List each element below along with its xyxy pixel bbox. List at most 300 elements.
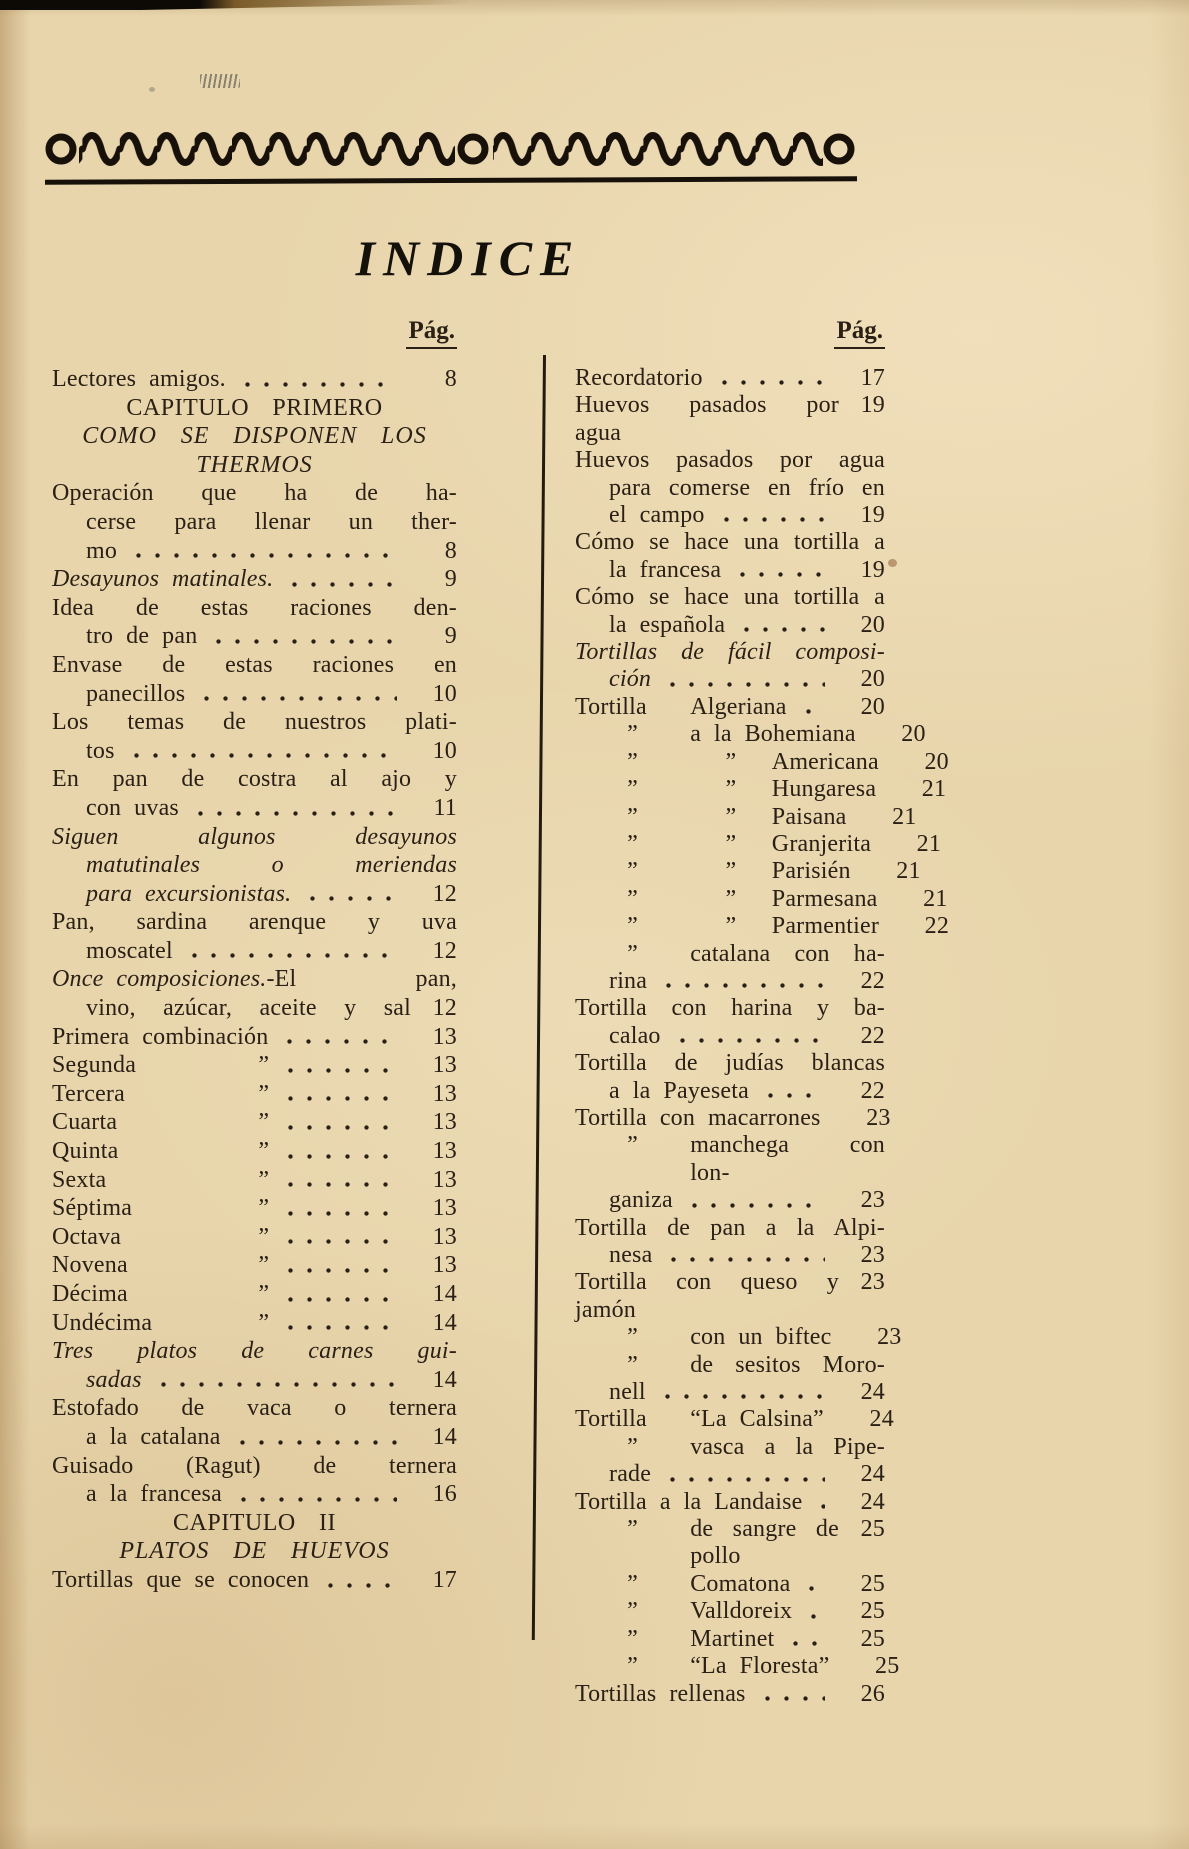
entry-text: Los temas de nuestros plati- (52, 709, 457, 736)
page-number: 14 (432, 1423, 457, 1450)
index-entry-line (575, 447, 885, 474)
page-number: 20 (901, 721, 926, 748)
page-number: 23 (860, 1187, 885, 1214)
index-entry-line (52, 1080, 457, 1109)
dot-leader (183, 937, 397, 966)
index-entry-line (52, 937, 457, 966)
index-entry-line (52, 908, 457, 937)
ditto-mark: ” (627, 1653, 639, 1680)
index-entry-line (52, 1566, 457, 1595)
index-entry-line (575, 1379, 885, 1406)
entry-text: Envase de estas raciones en (52, 651, 457, 678)
entry-text: Paisana (771, 803, 847, 830)
page-number: 19 (860, 556, 885, 583)
ditto-mark: ” (627, 1625, 639, 1652)
index-entry-line (575, 748, 949, 776)
index-entry-line (52, 479, 457, 508)
index-entry-line (575, 1050, 885, 1077)
ditto-mark: ” (725, 913, 737, 940)
index-entry-line (575, 392, 885, 447)
dot-leader (283, 565, 397, 594)
entry-text: Décima (52, 1281, 128, 1307)
ditto-mark: ” (258, 1080, 270, 1107)
entry-text: Parmentier (771, 913, 880, 940)
entry-text: Lectores amigos. (52, 366, 226, 392)
entry-text: catalana con ha- (690, 940, 885, 967)
index-entry-line (575, 365, 885, 392)
page-number: 13 (432, 1138, 457, 1165)
entry-text: Segunda (52, 1052, 137, 1079)
ditto-mark: ” (258, 1281, 270, 1307)
dot-leader (232, 1480, 397, 1509)
ornament-border (45, 126, 857, 172)
index-entry-line (52, 565, 457, 594)
ditto-mark: ” (258, 1166, 270, 1193)
page-number: 8 (444, 366, 457, 392)
entry-text: rade (609, 1461, 652, 1488)
page-number: 23 (866, 1104, 891, 1131)
page-number: 13 (432, 1023, 457, 1050)
entry-text: mo (86, 537, 118, 564)
page-number: 21 (896, 858, 921, 885)
dot-leader (236, 365, 397, 394)
page-number: 21 (921, 776, 947, 803)
dot-leader (279, 1251, 397, 1280)
ditto-mark: ” (627, 721, 639, 748)
index-entry-line (575, 1215, 885, 1242)
dot-leader (656, 1379, 825, 1406)
entry-text: tos (86, 737, 115, 764)
index-entry-line (52, 594, 457, 623)
entry-text: Algeriana (690, 693, 787, 720)
dot-leader (713, 365, 825, 392)
ditto-mark: ” (627, 776, 639, 803)
dot-leader (125, 737, 397, 766)
page-number: 14 (432, 1366, 457, 1393)
ditto-mark: ” (627, 1132, 639, 1159)
page-number: 21 (892, 803, 917, 830)
dot-leader (279, 1051, 397, 1080)
page-number: 13 (432, 1052, 457, 1079)
index-entry-line (52, 708, 457, 737)
page-number: 13 (432, 1223, 457, 1250)
dot-leader (812, 1489, 825, 1516)
ditto-mark: ” (627, 1324, 639, 1351)
page-number: 12 (432, 937, 457, 964)
dot-leader (189, 794, 397, 823)
entry-text: sadas (86, 1366, 142, 1393)
entry-text: Once composiciones. (52, 966, 267, 993)
index-entry-line (575, 475, 885, 502)
index-entry-line (52, 1051, 457, 1080)
entry-text: Valldoreix (690, 1598, 793, 1625)
ditto-mark: ” (627, 858, 639, 885)
page-number: 20 (924, 748, 949, 775)
index-entry-line (52, 1223, 457, 1252)
entry-text: ganiza (609, 1187, 673, 1214)
index-entry-line (52, 622, 457, 651)
page-number: 25 (860, 1570, 885, 1597)
ditto-mark: ” (627, 913, 639, 940)
index-entry-line (575, 1269, 885, 1324)
ditto-mark: ” (627, 885, 639, 912)
ditto-mark: ” (627, 748, 639, 775)
index-entry-line (575, 694, 885, 721)
entry-text: Tortilla con macarrones (575, 1104, 821, 1131)
index-entry-line (52, 965, 457, 994)
ditto-mark: ” (258, 1109, 270, 1136)
index-entry-line (575, 1626, 885, 1653)
dot-leader (735, 612, 825, 639)
page-number: 22 (924, 913, 950, 940)
entry-text: tro de pan (86, 623, 198, 650)
ornament-wave-icon (79, 126, 455, 172)
index-entry-line (52, 1251, 457, 1280)
entry-text: moscatel (86, 937, 173, 964)
ditto-mark: ” (627, 1351, 639, 1378)
index-entry-line (575, 666, 885, 693)
index-entry-line (575, 1187, 885, 1214)
dot-leader (784, 1626, 825, 1653)
entry-text: -El pan, (266, 966, 457, 993)
entry-text: Tortilla de judías blancas (575, 1050, 885, 1077)
index-entry-line (52, 823, 457, 852)
entry-text: panecillos (86, 680, 186, 707)
index-entry-line (52, 1394, 457, 1423)
entry-text: Pan, sardina arenque y uva (52, 909, 457, 936)
entry-text: la española (609, 611, 726, 638)
page-number: 24 (869, 1406, 894, 1433)
entry-text: Cuarta (52, 1109, 118, 1136)
index-entry-line (575, 858, 921, 885)
index-entry-line (575, 1598, 885, 1625)
entry-text: a la Payeseta (609, 1077, 749, 1104)
page-title: INDICE (355, 230, 582, 286)
entry-text: Idea de estas raciones den- (52, 594, 457, 621)
dot-leader (683, 1187, 825, 1214)
dot-leader (278, 1023, 397, 1052)
entry-text: Octava (52, 1223, 122, 1250)
index-entry-line (52, 680, 457, 709)
index-entry-line (52, 1423, 457, 1452)
entry-text: Tortilla a la Landaise (575, 1488, 803, 1515)
page-number: 23 (860, 1242, 885, 1268)
entry-text: Undécima (52, 1309, 153, 1336)
dot-leader (279, 1137, 397, 1166)
page-number: 13 (432, 1109, 457, 1136)
entry-text: nell (609, 1379, 646, 1406)
entry-text: con uvas (86, 794, 179, 821)
entry-text: Sexta (52, 1166, 107, 1193)
index-entry-line (575, 776, 947, 803)
entry-text: Tortillas que se conocen (52, 1566, 310, 1593)
index-entry-line (575, 1461, 885, 1488)
page-number: 20 (860, 666, 885, 693)
index-entry-line (575, 721, 926, 748)
page-number: 26 (860, 1680, 885, 1707)
entry-text: Tercera (52, 1080, 125, 1107)
page-number: 24 (860, 1461, 885, 1488)
dot-leader (279, 1080, 397, 1109)
index-entry-line (52, 1194, 457, 1223)
dot-leader (152, 1366, 397, 1395)
index-entry-line (52, 994, 457, 1023)
dot-leader (715, 502, 825, 529)
pag-header-right-cell (575, 317, 885, 349)
dot-leader (207, 622, 397, 651)
page-number: 25 (860, 1625, 885, 1652)
index-entry-line (575, 941, 885, 968)
index-entry-line (52, 851, 457, 880)
index-entry-line (52, 1023, 457, 1052)
entry-text: para comerse en frío en (609, 474, 885, 501)
ornament-wave-icon (493, 126, 823, 172)
entry-text: la francesa (609, 556, 722, 583)
page-number: 17 (432, 1566, 457, 1593)
entry-text: ción (609, 666, 652, 693)
index-entry-line (52, 508, 457, 537)
dot-leader (802, 1598, 825, 1625)
page-number: 10 (432, 737, 457, 764)
entry-text: Comatona (690, 1570, 791, 1597)
page-number: 11 (433, 794, 457, 821)
index-entry-line (52, 1452, 457, 1481)
paper-fleck (888, 559, 897, 567)
entry-text: Primera combinación (52, 1023, 269, 1050)
index-entry-line (575, 1132, 885, 1187)
ornament-ring-icon (827, 137, 851, 161)
entry-text: a la francesa (86, 1481, 222, 1508)
pag-header-left-cell (52, 317, 457, 349)
entry-text: Tortilla con queso y jamón (575, 1269, 839, 1323)
dot-leader (279, 1309, 397, 1338)
entry-text: Tortilla (575, 1406, 647, 1433)
ditto-mark: ” (627, 1433, 639, 1460)
dot-leader (797, 694, 825, 721)
dot-leader (279, 1166, 397, 1195)
dot-leader (800, 1571, 825, 1598)
entry-text: Tortillas de fácil composi- (575, 639, 885, 666)
ditto-mark: ” (627, 1570, 639, 1597)
ditto-mark: ” (258, 1309, 270, 1336)
ditto-mark: ” (258, 1052, 270, 1079)
index-entry-line (575, 1104, 891, 1132)
entry-text: Martinet (690, 1625, 775, 1652)
index-entry-line (52, 651, 457, 680)
ditto-mark: ” (258, 1138, 270, 1165)
entry-text: Huevos pasados por agua (575, 392, 839, 446)
index-entry-line (575, 529, 885, 556)
dot-leader (301, 880, 397, 909)
entry-text: Quinta (52, 1138, 119, 1165)
index-entry-line (575, 639, 885, 666)
page-number: 25 (860, 1598, 885, 1625)
entry-text: a la Bohemiana (690, 721, 856, 748)
page-number: 16 (432, 1481, 457, 1508)
ditto-mark: ” (725, 776, 737, 803)
index-entry-line (52, 537, 457, 566)
dot-leader (279, 1194, 397, 1223)
page-number: 23 (877, 1324, 902, 1351)
page-number: 14 (432, 1309, 457, 1336)
ornament-rule (45, 176, 857, 185)
dot-leader (195, 680, 397, 709)
page-number: 13 (432, 1080, 457, 1107)
index-entry-line (575, 1023, 885, 1050)
index-entry-line (575, 1516, 885, 1571)
page-number: 25 (875, 1653, 900, 1680)
ditto-mark: ” (725, 830, 737, 857)
page-number: 23 (860, 1269, 885, 1296)
index-entry-line (52, 1166, 457, 1195)
entry-text: el campo (609, 502, 705, 529)
index-entry-line (575, 1352, 885, 1379)
chapter-heading: PLATOS DE HUEVOS (119, 1538, 390, 1565)
dot-leader (759, 1078, 825, 1105)
page-number: 24 (860, 1488, 885, 1515)
page-number: 13 (432, 1166, 457, 1193)
entry-text: Americana (771, 748, 879, 775)
entry-text: Novena (52, 1252, 128, 1279)
chapter-heading: CAPITULO PRIMERO (126, 394, 383, 421)
index-entry-line (52, 1280, 457, 1309)
page-number: 9 (444, 566, 457, 593)
entry-text: Séptima (52, 1195, 133, 1222)
entry-text: Tortilla (575, 693, 647, 720)
entry-text: con un biftec (690, 1324, 832, 1351)
index-entry-line (575, 612, 885, 639)
page-number: 10 (432, 680, 457, 707)
entry-text: a la catalana (86, 1423, 221, 1450)
page-number: 12 (432, 880, 457, 907)
index-entry-line (575, 1681, 885, 1708)
index-column-right (575, 365, 950, 1708)
dot-leader (319, 1566, 397, 1595)
entry-text: En pan de costra al ajo y (52, 766, 457, 793)
index-entry-line (575, 1489, 885, 1516)
dot-leader (756, 1681, 825, 1708)
ditto-mark: ” (258, 1252, 270, 1279)
page-number: 13 (432, 1195, 457, 1222)
index-entry-line (575, 1242, 885, 1269)
index-entry-line (575, 557, 885, 584)
dot-leader (661, 1461, 825, 1488)
entry-text: Parmesana (771, 885, 878, 912)
index-entry-line (575, 502, 885, 529)
ditto-mark: ” (627, 830, 639, 857)
index-entry-line (575, 803, 917, 831)
entry-text: matutinales o meriendas (86, 852, 457, 879)
chapter-heading: CAPITULO II (173, 1509, 336, 1536)
entry-text: de sangre de pollo (690, 1516, 839, 1570)
index-entry-line (52, 1337, 457, 1366)
chapter-heading: COMO SE DISPONEN LOS (82, 423, 427, 450)
ditto-mark: ” (725, 803, 737, 830)
entry-text: Operación que ha de ha- (52, 480, 457, 507)
dot-leader (279, 1108, 397, 1137)
index-columns (52, 365, 950, 1708)
page-number: 13 (432, 1252, 457, 1279)
entry-text: Granjerita (771, 830, 872, 857)
ditto-mark: ” (627, 1516, 639, 1543)
entry-text: rina (609, 967, 648, 994)
index-entry-line (575, 1078, 885, 1105)
entry-text: manchega con lon- (690, 1132, 885, 1186)
page-number: 9 (444, 623, 457, 650)
entry-text: cerse para llenar un ther- (86, 508, 457, 535)
entry-text: vasca a la Pipe- (690, 1433, 885, 1460)
entry-text: Tres platos de carnes gui- (52, 1338, 457, 1365)
dot-leader (279, 1223, 397, 1252)
entry-text: Desayunos matinales. (52, 566, 274, 593)
dot-leader (731, 557, 825, 584)
dot-leader (662, 1242, 825, 1269)
index-entry-line (575, 1653, 900, 1680)
page-number: 24 (860, 1379, 885, 1406)
page-number: 25 (860, 1516, 885, 1543)
entry-text: vino, azúcar, aceite y sal (86, 995, 411, 1022)
page-number: 19 (860, 392, 885, 419)
entry-text: de sesitos Moro- (690, 1351, 885, 1378)
page-content (52, 0, 950, 1708)
pag-header-left: Pág. (406, 317, 457, 349)
index-entry-line (52, 737, 457, 766)
page-number: 17 (860, 365, 885, 391)
entry-text: Tortilla con harina y ba- (575, 995, 885, 1022)
index-entry-line (52, 1366, 457, 1395)
index-entry-line (52, 1309, 457, 1338)
dot-leader (657, 968, 825, 995)
page-header-row (52, 317, 885, 349)
index-entry-line (52, 794, 457, 823)
index-entry-line (52, 1137, 457, 1166)
page-number: 22 (860, 967, 885, 994)
page-number: 19 (860, 502, 885, 529)
index-entry-line (52, 880, 457, 909)
ditto-mark: ” (725, 858, 737, 885)
ornament-ring-icon (49, 137, 73, 161)
entry-text: Siguen algunos desayunos (52, 823, 457, 850)
index-entry-line (575, 1434, 885, 1461)
index-entry-line (575, 1571, 885, 1598)
page-number: 20 (860, 611, 885, 638)
index-entry-line (575, 885, 948, 913)
page-number: 20 (860, 693, 885, 720)
index-column-left (52, 365, 457, 1708)
index-entry-line (575, 1324, 902, 1351)
pag-header-right: Pág. (834, 317, 885, 349)
dot-leader (279, 1280, 397, 1309)
entry-text: Hungaresa (771, 776, 877, 803)
entry-text: Huevos pasados por agua (575, 447, 885, 474)
ditto-mark: ” (725, 748, 737, 775)
page-number: 21 (923, 885, 948, 912)
entry-text: Tortilla de pan a la Alpi- (575, 1214, 885, 1241)
index-entry-line (575, 1406, 894, 1433)
index-entry-line (575, 995, 885, 1022)
ditto-mark: ” (627, 940, 639, 967)
dot-leader (661, 666, 825, 693)
page-number: 22 (860, 1022, 885, 1049)
index-entry-line (52, 765, 457, 794)
dot-leader (671, 1023, 825, 1050)
entry-text: Parisién (771, 858, 851, 885)
page-number: 14 (432, 1281, 457, 1307)
dot-leader (231, 1423, 397, 1452)
entry-text: Recordatorio (575, 365, 703, 391)
page-number: 12 (432, 995, 457, 1022)
index-entry-line (52, 365, 457, 394)
